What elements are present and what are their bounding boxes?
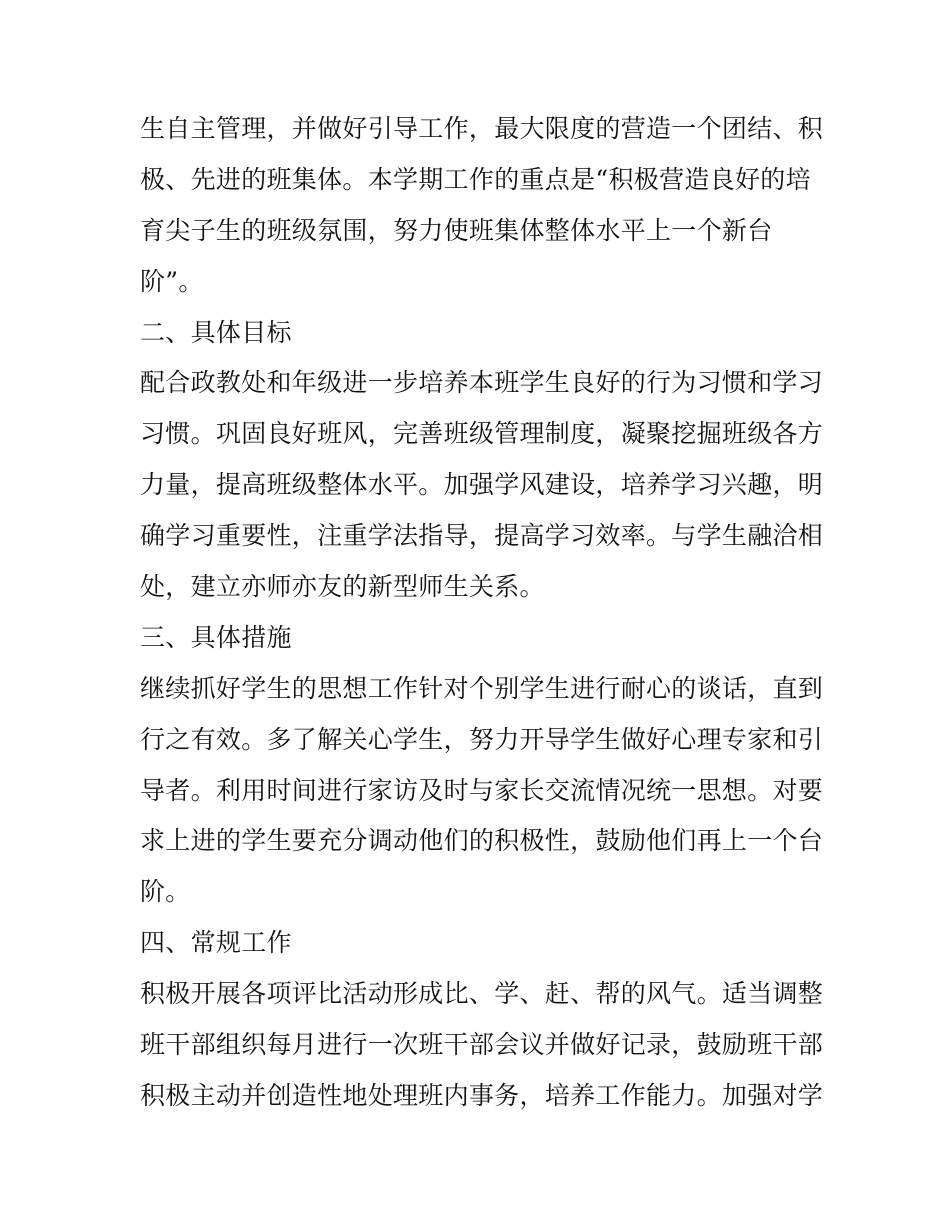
paragraph-line: 阶。: [140, 877, 191, 907]
paragraph-line: 积极开展各项评比活动形成比、学、赶、帮的风气。适当调整: [140, 979, 824, 1009]
section-heading-specific-goals: 二、具体目标: [140, 317, 292, 347]
paragraph-line: 积极主动并创造性地处理班内事务，培养工作能力。加强对学: [140, 1080, 824, 1110]
document-body: [140, 104, 824, 1122]
paragraph-line: 生自主管理，并做好引导工作，最大限度的营造一个团结、积: [140, 114, 824, 143]
section-heading-specific-measures: 三、具体措施: [140, 622, 292, 652]
paragraph-line: 力量，提高班级整体水平。加强学风建设，培养学习兴趣，明: [140, 470, 824, 500]
section-heading-routine-work: 四、常规工作: [140, 928, 292, 958]
paragraph-line: 育尖子生的班级氛围，努力使班集体整体水平上一个新台: [140, 215, 773, 245]
paragraph-line: 习惯。巩固良好班风，完善班级管理制度，凝聚挖掘班级各方: [140, 419, 824, 449]
paragraph-line: 求上进的学生要充分调动他们的积极性，鼓励他们再上一个台: [140, 826, 824, 856]
paragraph-line: 极、先进的班集体。本学期工作的重点是“积极营造良好的培: [140, 164, 811, 194]
paragraph-line: 班干部组织每月进行一次班干部会议并做好记录，鼓励班干部: [140, 1030, 824, 1060]
paragraph-line: 继续抓好学生的思想工作针对个别学生进行耐心的谈话，直到: [140, 673, 824, 703]
paragraph-line: 导者。利用时间进行家访及时与家长交流情况统一思想。对要: [140, 775, 824, 805]
paragraph-line: 确学习重要性，注重学法指导，提高学习效率。与学生融洽相: [140, 521, 824, 551]
paragraph-line: 配合政教处和年级进一步培养本班学生良好的行为习惯和学习: [140, 368, 824, 398]
paragraph-line: 阶”。: [140, 266, 204, 296]
paragraph-line: 处，建立亦师亦友的新型师生关系。: [140, 572, 545, 602]
paragraph-line: 行之有效。多了解关心学生，努力开导学生做好心理专家和引: [140, 724, 824, 754]
